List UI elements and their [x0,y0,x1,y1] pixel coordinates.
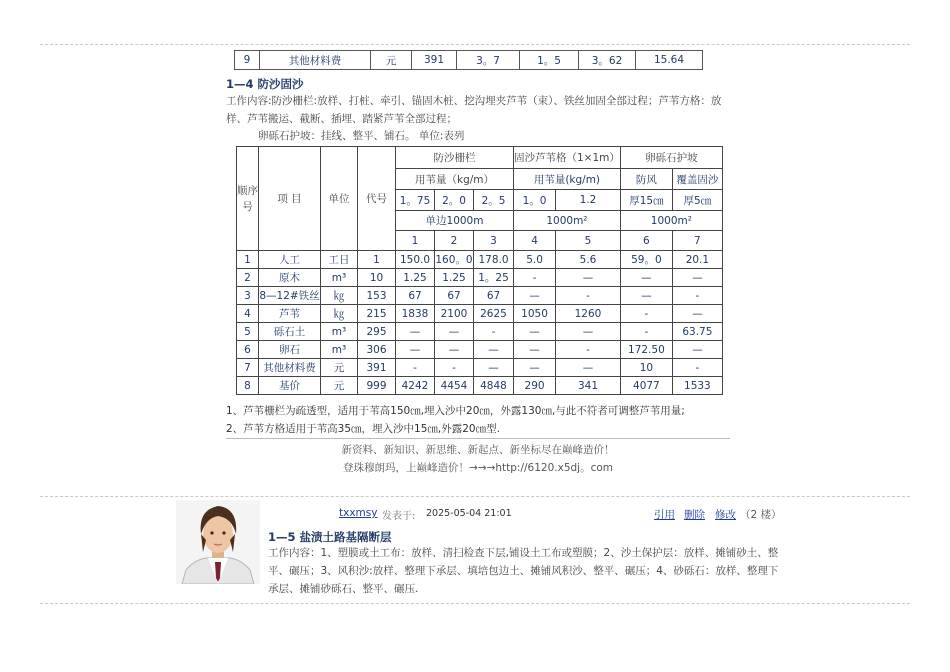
header-code: 代号 [358,147,396,251]
table-cell: ㎏ [321,305,358,323]
table-cell: 卵石 [259,341,321,359]
table-cell: 4242 [396,377,435,395]
table-row [237,251,723,269]
quote-link[interactable]: 引用 [654,509,675,521]
col-number: 6 [620,231,672,251]
post-time: 2025-05-04 21:01 [426,508,512,519]
table-cell: — [556,269,621,287]
note-line: 2、芦苇方格适用于苇高35㎝，埋入沙中15㎝,外露20㎝型. [226,423,500,435]
header-item: 项 目 [259,147,321,251]
table-cell: m³ [321,323,358,341]
header-reed-usage: 用苇量(kg/m) [514,169,621,190]
table-cell: 4 [237,305,259,323]
divider-post [40,496,910,497]
table-cell: 391 [358,359,396,377]
table-cell: 8 [237,377,259,395]
floor-number: （2 楼） [740,509,782,521]
unit-cell: 1000m² [514,211,621,231]
table-cell: 63.75 [672,323,722,341]
table-cell: 160。0 [435,251,474,269]
table-row [237,359,723,377]
header-group-fence: 防沙栅栏 [396,147,514,169]
table-cell: 其他材料费 [259,359,321,377]
table-row [237,287,723,305]
col-number: 4 [514,231,556,251]
table-cell: 1.25 [435,269,474,287]
spec-cell: 2。5 [474,190,514,211]
cell: 元 [371,51,412,70]
cell: 3。7 [457,51,520,70]
table-cell: 290 [514,377,556,395]
spec-cell: 厚5㎝ [672,190,722,211]
table-cell: 1 [358,251,396,269]
table-cell: — [672,269,722,287]
table-cell: - [556,287,621,305]
table-cell: 工日 [321,251,358,269]
table-cell: — [514,359,556,377]
table-cell: — [556,359,621,377]
cell: 3。62 [579,51,636,70]
table-cell: 10 [620,359,672,377]
work-content-line: 卵砾石护坡：挂线、整平、铺石。 单位:表列 [258,130,465,142]
spec-cell: 1。0 [514,190,556,211]
table-cell: - [620,305,672,323]
table-cell: 2 [237,269,259,287]
section-title: 1—4 防沙固沙 [226,77,304,91]
table-cell: 4077 [620,377,672,395]
table-cell: 8—12#铁丝 [259,287,321,305]
table-cell: - [620,323,672,341]
table-cell: 10 [358,269,396,287]
table-cell: 人工 [259,251,321,269]
table-cell: 4454 [435,377,474,395]
table-cell: 67 [396,287,435,305]
post-body-line: 承层、摊铺砂砾石、整平、碾压. [268,583,419,595]
table-cell: 2625 [474,305,514,323]
col-number: 3 [474,231,514,251]
spec-cell: 2。0 [435,190,474,211]
table-cell: m³ [321,341,358,359]
header-cover: 覆盖固沙 [672,169,722,190]
table-cell: 5.6 [556,251,621,269]
table-cell: - [435,359,474,377]
table-cell: 1260 [556,305,621,323]
divider-top [40,44,910,45]
table-row [237,377,723,395]
table-cell: 基价 [259,377,321,395]
col-number: 1 [396,231,435,251]
table-cell: 1533 [672,377,722,395]
table-cell: 元 [321,377,358,395]
table-cell: — [474,359,514,377]
header-reed-usage: 用苇量（kg/m） [396,169,514,190]
table-cell: 150.0 [396,251,435,269]
edit-link[interactable]: 修改 [715,509,736,521]
table-cell: 1838 [396,305,435,323]
header-unit: 单位 [321,147,358,251]
post-body-line: 工作内容：1、塑膜或土工布：放样、清扫检查下层,铺设土工布或塑膜；2、沙土保护层：放样、摊铺砂土、整 [268,547,779,559]
table-cell: — [514,341,556,359]
table-cell: — [672,305,722,323]
table-cell: 153 [358,287,396,305]
table-cell: 172.50 [620,341,672,359]
author-link[interactable]: txxmsy [339,507,378,519]
table-cell: — [514,287,556,305]
table-cell: 67 [474,287,514,305]
avatar[interactable] [176,500,260,584]
table-cell: - [672,287,722,305]
separator-line [226,438,730,439]
cell: 其他材料费 [260,51,371,70]
table-cell: m³ [321,269,358,287]
note-line: 1、芦苇栅栏为疏透型，适用于苇高150㎝,埋入沙中20㎝，外露130㎝,与此不符者可调整芦苇用量; [226,405,685,417]
table-cell: - [556,341,621,359]
table-cell: 4848 [474,377,514,395]
header-group-gravel: 卵砾石护坡 [620,147,722,169]
quota-table [236,146,723,395]
table-cell: 7 [237,359,259,377]
table-cell: 295 [358,323,396,341]
cell: 15.64 [636,51,703,70]
table-cell: 芦苇 [259,305,321,323]
table-cell: 5.0 [514,251,556,269]
table-cell: - [396,359,435,377]
table-cell: 306 [358,341,396,359]
table-cell: — [620,287,672,305]
col-number: 7 [672,231,722,251]
table-cell: — [435,323,474,341]
post-title: 1—5 盐渍土路基隔断层 [268,530,392,544]
promo-line: 新资料、新知识、新思维、新起点、新坐标尽在巅峰造价！ [341,444,615,456]
table-row [237,305,723,323]
header-seq: 顺序号 [237,147,259,251]
table-cell: 59。0 [620,251,672,269]
unit-cell: 1000m² [620,211,722,231]
table-cell: 1 [237,251,259,269]
table-cell: 元 [321,359,358,377]
col-number: 5 [556,231,621,251]
table-cell: 215 [358,305,396,323]
post-body-line: 平、碾压；3、风积沙:放样、整理下承层、填培包边土、摊铺风积沙、整平、碾压；4、砂砾石：放样、整理下 [268,565,779,577]
table-cell: — [435,341,474,359]
table-cell: 5 [237,323,259,341]
table-cell: - [672,359,722,377]
header-group-reed-grid: 固沙芦苇格（1×1m） [514,147,621,169]
prev-table-row [234,50,703,70]
table-cell: - [474,323,514,341]
table-cell: 砾石土 [259,323,321,341]
col-number: 2 [435,231,474,251]
table-row [237,269,723,287]
table-cell: 1.25 [396,269,435,287]
table-row [237,341,723,359]
work-content-line: 工作内容:防沙栅栏:放样、打桩、牵引、锚固木桩、挖沟埋夹芦苇（束）、铁丝加固全部过程；芦苇方格：放 [226,95,722,107]
header-windbreak: 防风 [620,169,672,190]
spec-cell: 厚15㎝ [620,190,672,211]
cell: 1。5 [520,51,579,70]
table-cell: — [620,269,672,287]
delete-link[interactable]: 删除 [684,509,705,521]
table-cell: 原木 [259,269,321,287]
table-cell: 20.1 [672,251,722,269]
table-cell: 999 [358,377,396,395]
spec-cell: 1。75 [396,190,435,211]
table-cell: — [396,323,435,341]
table-cell: 341 [556,377,621,395]
promo-line: 登珠穆朗玛，上巅峰造价！→→→http://6120.x5dj。com [342,462,614,474]
table-cell: 178.0 [474,251,514,269]
cell: 391 [412,51,457,70]
table-cell: - [514,269,556,287]
table-cell: — [514,323,556,341]
table-cell: 3 [237,287,259,305]
posted-label: 发表于: [382,511,416,522]
unit-cell: 单边1000m [396,211,514,231]
table-cell: — [396,341,435,359]
table-cell: 67 [435,287,474,305]
work-content-line: 样、芦苇搬运、截断、插埋、踏紧芦苇全部过程； [226,113,457,125]
table-cell: ㎏ [321,287,358,305]
table-cell: 6 [237,341,259,359]
table-cell: — [672,341,722,359]
table-cell: — [474,341,514,359]
table-cell: — [556,323,621,341]
table-row [237,323,723,341]
divider-bottom [40,603,910,604]
table-cell: 1。25 [474,269,514,287]
cell: 9 [235,51,260,70]
table-cell: 2100 [435,305,474,323]
table-cell: 1050 [514,305,556,323]
spec-cell: 1.2 [556,190,621,211]
